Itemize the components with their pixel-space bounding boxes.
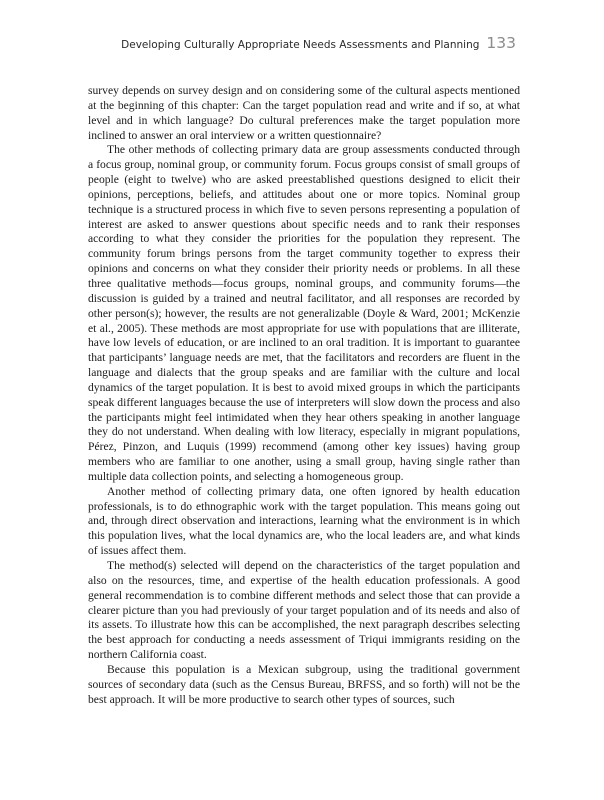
paragraph: Another method of collecting primary data, one often ignored by health education professionals, is to do ethnographic work with the target population. This means going out and, through direct observation and interactions, learning what the environment is in which this population lives, what the local dynamics are, who the local leaders are, and what kinds of issues affect them. bbox=[88, 484, 520, 558]
running-head: Developing Culturally Appropriate Needs Assessments and Planning bbox=[121, 39, 480, 51]
paragraph: The other methods of collecting primary data are group assessments conducted through a focus group, nominal group, or community forum. Focus groups consist of small groups of people (eight to twelve) who are asked preestablished questions designed to elicit their opinions, perceptions, beliefs, and attitudes about one or more topics. Nominal group technique is a structured process in which five to seven persons representing a population of interest are asked to answer questions about specific needs and to rank their responses according to what they consider the priorities for the population they represent. The community forum brings persons from the target community together to express their opinions and concerns on what they consider their priority needs or problems. In all these three qualitative methods—focus groups, nominal groups, and community forums—the discussion is guided by a trained and neutral facilitator, and all responses are recorded by other person(s); however, the results are not generalizable (Doyle & Ward, 2001; McKenzie et al., 2005). These methods are most appropriate for use with populations that are illiterate, have low levels of education, or are inclined to an oral tradition. It is important to guarantee that participants’ language needs are met, that the facilitators and recorders are fluent in the language and dialects that the group speaks and are familiar with the culture and local dynamics of the target population. It is best to avoid mixed groups in which the participants speak different languages because the use of interpreters will slow down the process and also the participants might feel intimidated when they hear others speaking in another language they do not understand. When dealing with low literacy, especially in migrant populations, Pérez, Pinzon, and Luquis (1999) recommend (among other key issues) having group members who are familiar to one another, using a small group, having single rather than multiple data collection points, and selecting a homogeneous group. bbox=[88, 143, 520, 483]
body-text bbox=[88, 84, 520, 707]
page-number: 133 bbox=[486, 34, 516, 52]
page-header bbox=[88, 34, 516, 56]
paragraph: survey depends on survey design and on considering some of the cultural aspects mentioned at the beginning of this chapter: Can the target population read and write and if so, at what level and in which language? Do cultural preferences make the target population more inclined to answer an oral interview or a written questionnaire? bbox=[88, 84, 520, 142]
paragraph: Because this population is a Mexican subgroup, using the traditional government sources of secondary data (such as the Census Bureau, BRFSS, and so forth) will not be the best approach. It will be more productive to search other types of sources, such bbox=[88, 662, 520, 706]
paragraph: The method(s) selected will depend on the characteristics of the target population and also on the resources, time, and expertise of the health education professionals. A good general recommendation is to combine different methods and select those that can provide a clearer picture than you had previously of your target population and of its needs and also of its assets. To illustrate how this can be accomplished, the next paragraph describes selecting the best approach for conducting a needs assessment of Triqui immigrants residing on the northern California coast. bbox=[88, 559, 520, 662]
